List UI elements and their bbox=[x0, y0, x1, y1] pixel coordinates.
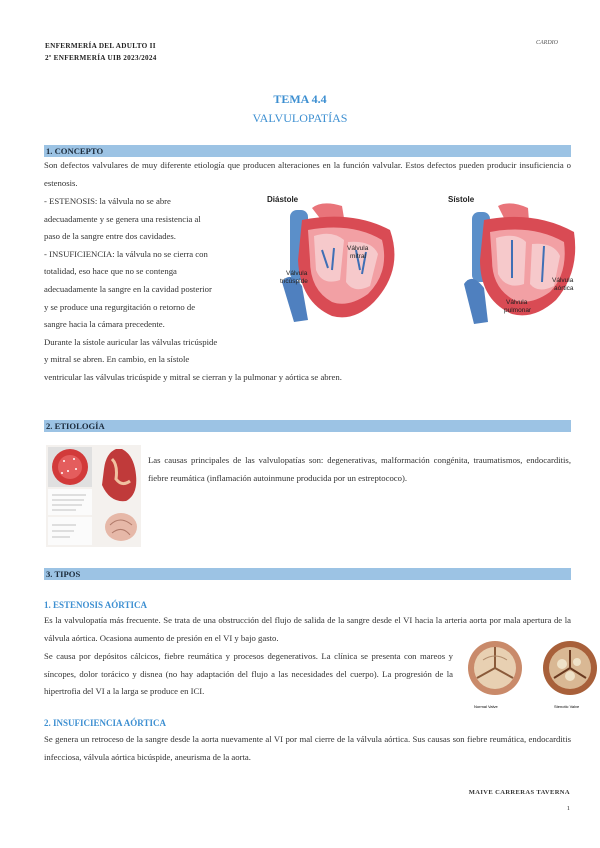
course-name: ENFERMERÍA DEL ADULTO II bbox=[45, 42, 156, 50]
estenosis-paragraph-2: Se causa por depósitos cálcicos, fiebre reumática y procesos degenerativos. La clínica se presenta con mareos y síncopes, dolor torácico y disnea (no hay adaptación del flujo a las necesidades del cuerpo). La progresión de la hipertrofia del VI a la larga se produce en ICI. bbox=[44, 651, 453, 697]
text-line: - INSUFICIENCIA: la válvula no se cierra con bbox=[44, 248, 208, 259]
text-line: sangre hacia la cámara precedente. bbox=[44, 319, 165, 330]
text-line: - ESTENOSIS: la válvula no se abre bbox=[44, 196, 171, 206]
concepto-intro: Son defectos valvulares de muy diferente etiología que producen alteraciones en la función valvular. Estos defectos pueden producir insuficiencia o estenosis. bbox=[44, 160, 571, 188]
text-line: y mitral se abren. En cambio, en la sístole bbox=[44, 354, 190, 365]
subheading-estenosis-aortica: 1. ESTENOSIS AÓRTICA bbox=[44, 600, 147, 610]
mitral-label: Válvula mitral bbox=[347, 245, 369, 260]
heart-valves-figure bbox=[262, 190, 584, 330]
systole-label: Sístole bbox=[448, 195, 475, 204]
header-topic: CARDIO bbox=[536, 40, 558, 46]
text-line: Durante la sístole auricular las válvulas tricúspide bbox=[44, 336, 218, 347]
text-line: y se produce una regurgitación o retorno de bbox=[44, 301, 196, 312]
heart-diastole-illustration bbox=[282, 203, 394, 322]
author-name: MAIVE CARRERAS TAVERNA bbox=[468, 789, 570, 796]
diastole-label: Diástole bbox=[267, 195, 299, 204]
stenotic-valve-caption: Stenotic Valve bbox=[554, 704, 580, 709]
text-line: adecuadamente y se genera una resistencia al bbox=[44, 213, 201, 224]
estenosis-paragraph-1: Es la valvulopatía más frecuente. Se trata de una obstrucción del flujo de salida de la sangre desde el VI hacia la arteria aorta por mala apertura de la válvula aórtica. Ocasiona aumento de presión en el VI y bajo gasto. bbox=[44, 615, 571, 643]
text-line: totalidad, eso hace que no se contenga bbox=[44, 266, 177, 277]
tricuspid-label: Válvula tricúspide bbox=[280, 270, 308, 285]
text-line: adecuadamente la sangre en la cavidad posterior bbox=[44, 283, 212, 294]
page-number: 1 bbox=[566, 805, 570, 812]
pulmonary-label: Válvula pulmonar bbox=[504, 299, 532, 314]
section-heading-etiologia: 2. ETIOLOGÍA bbox=[44, 420, 571, 432]
section-heading-concepto: 1. CONCEPTO bbox=[44, 145, 571, 157]
concepto-definitions bbox=[44, 193, 274, 369]
insuficiencia-paragraph: Se genera un retroceso de la sangre desde la aorta nuevamente al VI por mal cierre de la válvula aórtica. Sus causas son fiebre reumática, endocarditis infecciosa, válvula aórtica bicúspide, aneurisma de la aorta. bbox=[44, 734, 571, 762]
etiologia-text: Las causas principales de las valvulopatías son: degenerativas, malformación congénita, traumatismos, endocarditis, fiebre reumática (inflamación autoinmune producida por un estreptococo). bbox=[148, 455, 571, 483]
subheading-insuficiencia-aortica: 2. INSUFICIENCIA AÓRTICA bbox=[44, 718, 166, 728]
course-year: 2º ENFERMERÍA UIB 2023/2024 bbox=[45, 54, 157, 62]
text-line: paso de la sangre entre dos cavidades. bbox=[44, 231, 176, 242]
concepto-last-line: ventricular las válvulas tricúspide y mitral se cierran y la pulmonar y aórtica se abren. bbox=[44, 372, 342, 382]
section-heading-tipos: 3. TIPOS bbox=[44, 568, 571, 580]
etiology-collage-image bbox=[46, 445, 141, 547]
stenotic-valve-image bbox=[540, 638, 600, 710]
normal-valve-image bbox=[465, 638, 525, 710]
page-subtitle: VALVULOPATÍAS bbox=[252, 111, 348, 125]
page-title: TEMA 4.4 bbox=[273, 92, 327, 106]
aortic-label: Válvula aórtica bbox=[552, 277, 574, 292]
normal-valve-caption: Normal Valve bbox=[474, 704, 498, 709]
document-header bbox=[45, 40, 157, 64]
